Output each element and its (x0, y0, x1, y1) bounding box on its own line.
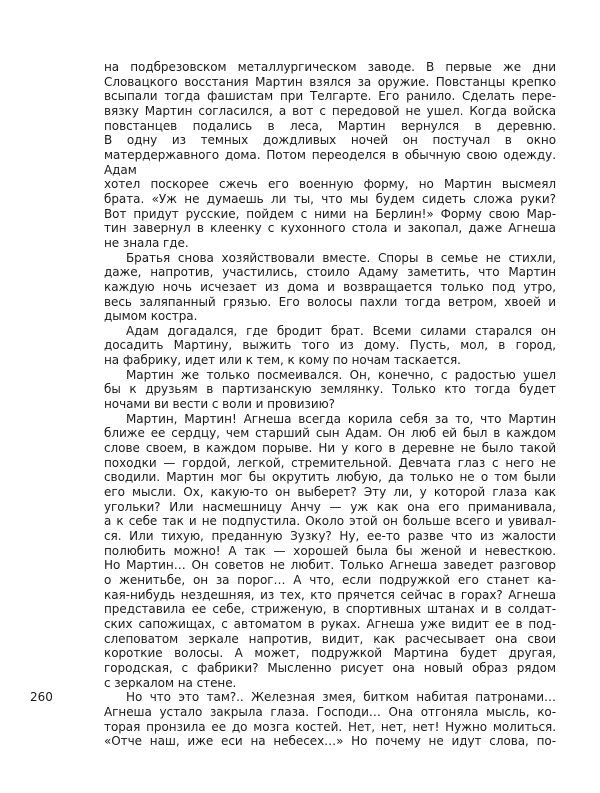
text-line: кая-нибудь нездешняя, из тех, кто прячется сейчас в горах? Агнеша (104, 587, 556, 602)
text-line: ночами ви вести с воли и провизию? (104, 397, 335, 412)
text-line: тин завернул в клеенку с кухонного стола и закопал, даже Агнеша (104, 221, 556, 236)
text-line: на фабрику, идет или к тем, к кому по ночам таскается. (104, 353, 461, 368)
text-line: всыпали тогда фашистам при Телгарте. Его ранило. Сделать пере- (104, 89, 556, 104)
text-line: каждую ночь исчезает из дома и возвращается только под утро, (104, 279, 556, 294)
text-line: о женитьбе, он за порог… А что, если подружкой его станет ка- (104, 572, 556, 587)
text-line: не знала где. (104, 235, 189, 250)
text-line: Но что это там?.. Железная змея, битком набитая патронами… (126, 690, 556, 705)
text-line: даже, напротив, участились, стоило Адаму заметить, что Мартин (104, 265, 556, 280)
text-line: весь заляпанный грязью. Его волосы пахли тогда ветром, хвоей и (104, 294, 556, 309)
text-line: торая пронзила ее до мозга костей. Нет, нет, нет! Нужно молиться. (104, 719, 556, 734)
text-line: бы к друзьям в партизанскую землянку. Только кто тогда будет (104, 382, 556, 397)
text-line: «Отче наш, иже еси на небесех…» Но почему не идут слова, по- (104, 734, 556, 749)
text-line: слеповатом зеркале напротив, видит, как расчесывает она свои (104, 631, 556, 646)
text-line: слове своем, в каждом порыве. Ни у кого в деревне не было такой (104, 441, 556, 456)
text-line: короткие волосы. А может, подружкой Мартина будет другая, (104, 646, 556, 661)
text-line: а к себе так и не подпустила. Около этой он больше всего и увивал- (104, 514, 556, 529)
text-line: Мартин, Мартин! Агнеша всегда корила себя за то, что Мартин (126, 411, 556, 426)
text-line: ских сапожищах, с автоматом в руках. Агнеша уже видит ее в под- (104, 616, 556, 631)
page-number: 260 (30, 690, 53, 704)
text-line: ближе ее сердцу, чем старший сын Адам. Он люб ей был в каждом (104, 426, 556, 441)
text-line: Вот придут русские, пойдем с ними на Берлин!» Форму свою Мар- (104, 206, 556, 221)
text-line: с зеркалом на стене. (104, 675, 237, 690)
body-text (104, 60, 556, 749)
text-line: Агнеша устало закрыла глаза. Господи… Она отгоняла мысль, ко- (104, 704, 556, 719)
text-line: хотел поскорее сжечь его военную форму, но Мартин высмеял (104, 177, 556, 192)
text-line: представила ее себе, стриженую, в спортивных штанах и в солдат- (104, 602, 556, 617)
text-line: угольки? Или насмешницу Анчу — уж как она его приманивала, (104, 499, 556, 514)
text-line: походки — гордой, легкой, стремительной. Девчата глаз с него не (104, 455, 556, 470)
text-line: Мартин же только посмеивался. Он, конечно, с радостью ушел (126, 367, 556, 382)
text-line: повстанцев подались в леса, Мартин вернулся в деревню. (104, 118, 556, 133)
text-line: его мысли. Ох, какую-то он выберет? Эту ли, у которой глаза как (104, 485, 556, 500)
text-line: полюбить можно! А так — хорошей была бы женой и невесткою. (104, 543, 556, 558)
text-line: Словацкого восстания Мартин взялся за оружие. Повстанцы крепко (104, 74, 556, 89)
text-line: Адам догадался, где бродит брат. Всеми силами старался он (126, 323, 556, 338)
text-line: брата. «Уж не думаешь ли ты, что мы будем сидеть сложа руки? (104, 191, 556, 206)
text-line: сводили. Мартин мог бы окрутить любую, да только не о том были (104, 470, 556, 485)
text-line: Но Мартин… Он советов не любит. Только Агнеша заведет разговор (104, 558, 556, 573)
text-line: городская, с фабрики? Мысленно рисует она новый образ рядом (104, 660, 556, 675)
text-line: на подбрезовском металлургическом заводе. В первые же дни (104, 60, 556, 74)
text-line: В одну из темных дождливых ночей он постучал в окно матердержавного дома. Потом переоделся в обычную свою одежду. Адам (104, 133, 556, 177)
text-line: вязку Мартин согласился, а вот с передовой не ушел. Когда войска (104, 103, 556, 118)
text-line: ся. Или тихую, преданную Зузку? Ну, ее-то разве что из жалости (104, 529, 556, 543)
text-line: Братья снова хозяйствовали вместе. Споры в семье не стихли, (126, 250, 556, 265)
text-line: досадить Мартину, выжить того из дому. Пусть, мол, в город, (104, 338, 556, 353)
text-line: дымом костра. (104, 309, 198, 324)
